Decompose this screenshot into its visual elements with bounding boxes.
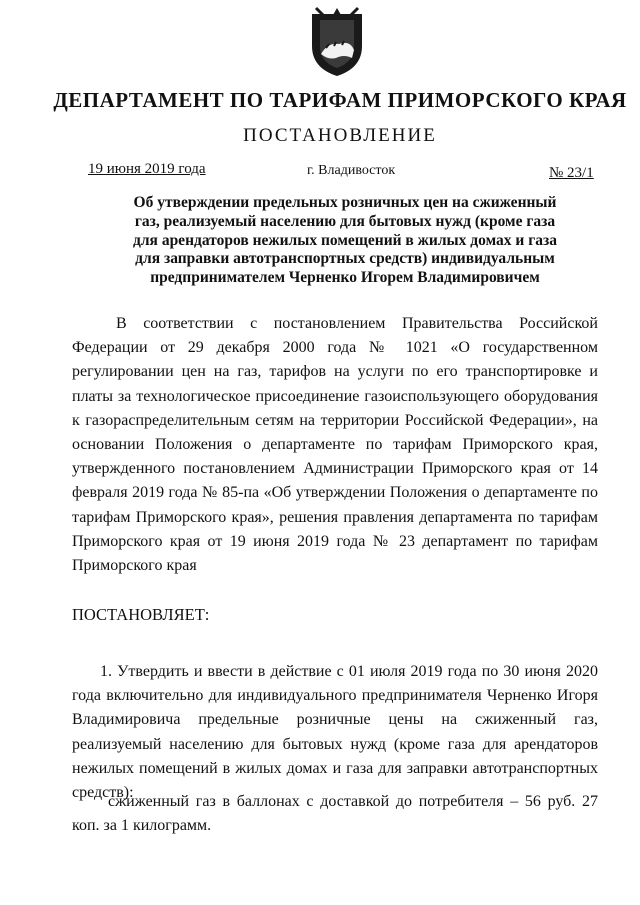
document-date: 19 июня 2019 года	[88, 161, 206, 177]
document-city: г. Владивосток	[307, 163, 396, 178]
document-title: Об утверждении предельных розничных цен на сжиженный газ, реализуемый населению для бытовых нужд (кроме газа для арендаторов нежилых помещений в жилых домах и газа для заправки автотранспортных средств) индивидуальным предпринимателем Черненко Игорем Владимировичем	[133, 194, 557, 287]
document-number: № 23/1	[549, 165, 594, 181]
coat-of-arms-icon	[306, 6, 368, 78]
preamble-paragraph: В соответствии с постановлением Правительства Российской Федерации от 29 декабря 2000 года № 1021 «О государственном регулировании цен на газ, тарифов на услуги по его транспортировке и платы за технологическое присоединение газоиспользующего оборудования к газораспределительным сетям на территории Российской Федерации», на основании Положения о департаменте по тарифам Приморского края, утвержденного постановлением Администрации Приморского края от 14 февраля 2019 года № 85-па «Об утверждении Положения о департаменте по тарифам Приморского края», решения правления департамента по тарифам Приморского края от 19 июня 2019 года № 23 департамент по тарифам Приморского края	[72, 315, 598, 575]
department-name: ДЕПАРТАМЕНТ ПО ТАРИФАМ ПРИМОРСКОГО КРАЯ	[53, 88, 627, 112]
resolution-item-1: 1. Утвердить и ввести в действие с 01 июля 2019 года по 30 июня 2020 года включительно для индивидуального предпринимателя Черненко Игоря Владимировича предельные розничные цены на сжиженный газ, реализуемый населению для бытовых нужд (кроме газа для арендаторов нежилых помещений в жилых домах и газа для заправки автотранспортных средств):	[72, 663, 598, 802]
document-type: ПОСТАНОВЛЕНИЕ	[243, 125, 437, 146]
resolution-item-1-price: сжиженный газ в баллонах с доставкой до потребителя – 56 руб. 27 коп. за 1 килограмм.	[72, 793, 598, 835]
resolves-heading: ПОСТАНОВЛЯЕТ:	[72, 605, 210, 624]
